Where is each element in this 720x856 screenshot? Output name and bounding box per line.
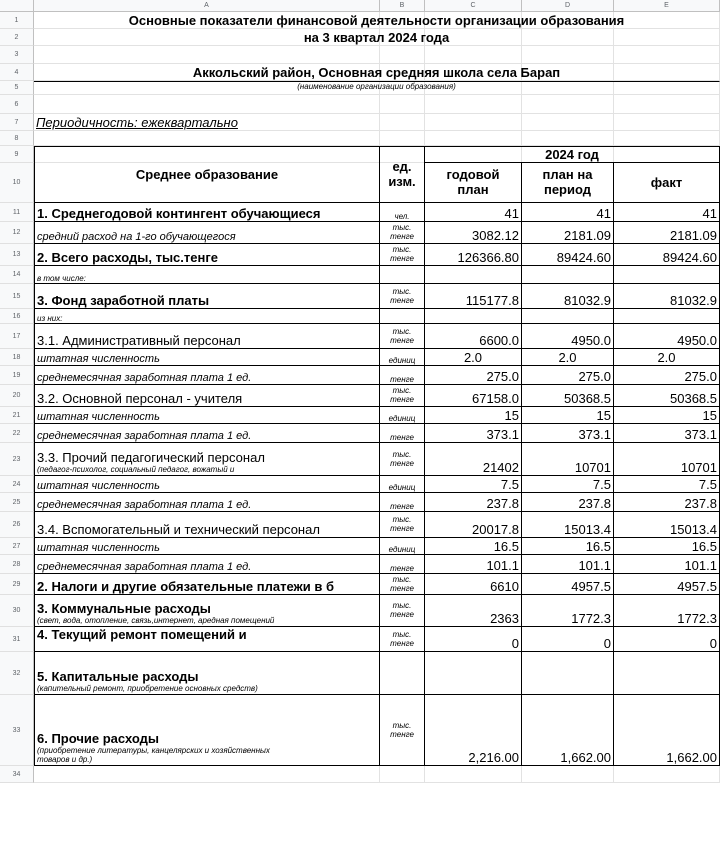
fact-value-30[interactable]: 1772.3: [614, 595, 720, 627]
unit-20-line1: тыс.: [392, 386, 412, 395]
unit-cell-32[interactable]: [380, 652, 425, 695]
row-header-29[interactable]: 29: [0, 574, 34, 595]
annual-plan-line1: годовой: [446, 167, 500, 182]
column-header-b[interactable]: B: [380, 0, 425, 12]
unit-cell-16[interactable]: [380, 309, 425, 324]
annual-value-25[interactable]: 237.8: [425, 493, 522, 512]
row-label-33-subtitle-1: (приобретение литературы, канцелярских и хозяйственных: [37, 746, 270, 755]
unit-12-line2: тенге: [390, 232, 414, 241]
cell[interactable]: [522, 114, 614, 131]
period-value-32[interactable]: [522, 652, 614, 695]
organization-caption[interactable]: (наименование организации образования): [34, 81, 720, 95]
annual-value-19[interactable]: 275.0: [425, 366, 522, 385]
unit-header-line2: изм.: [388, 174, 416, 189]
fact-header[interactable]: факт: [614, 163, 720, 203]
unit-cell-21[interactable]: единиц: [380, 407, 425, 424]
fact-value-15[interactable]: 81032.9: [614, 284, 720, 309]
fact-value-11[interactable]: 41: [614, 203, 720, 222]
period-value-17[interactable]: 4950.0: [522, 324, 614, 349]
fact-value-22[interactable]: 373.1: [614, 424, 720, 443]
row-header-28[interactable]: 28: [0, 555, 34, 574]
fact-value-20[interactable]: 50368.5: [614, 385, 720, 407]
cell[interactable]: [614, 114, 720, 131]
row-label-17[interactable]: 3.1. Административный персонал: [34, 324, 380, 349]
cell[interactable]: [380, 114, 425, 131]
unit-cell-22[interactable]: тенге: [380, 424, 425, 443]
row-label-12[interactable]: средний расход на 1-го обучающегося: [34, 222, 380, 244]
annual-value-28[interactable]: 101.1: [425, 555, 522, 574]
fact-value-25[interactable]: 237.8: [614, 493, 720, 512]
cell[interactable]: [380, 95, 425, 114]
row-header-11[interactable]: 11: [0, 203, 34, 222]
row-header-18[interactable]: 18: [0, 349, 34, 366]
cell[interactable]: [380, 766, 425, 783]
cell[interactable]: [522, 131, 614, 146]
organization-name[interactable]: Аккольский район, Основная средняя школа села Барап: [34, 64, 720, 81]
column-header-d[interactable]: D: [522, 0, 614, 12]
period-value-15[interactable]: 81032.9: [522, 284, 614, 309]
cell[interactable]: [425, 114, 522, 131]
unit-26-line2: тенге: [390, 524, 414, 533]
cell[interactable]: [34, 46, 380, 64]
row-label-16[interactable]: из них:: [34, 309, 380, 324]
row-label-23[interactable]: [34, 443, 380, 476]
unit-15-line1: тыс.: [392, 286, 412, 296]
unit-header[interactable]: [380, 146, 425, 203]
column-header-e[interactable]: E: [614, 0, 720, 12]
unit-30-line2: тенге: [390, 610, 414, 619]
row-header-14[interactable]: 14: [0, 266, 34, 284]
unit-cell-18[interactable]: единиц: [380, 349, 425, 366]
annual-value-16[interactable]: [425, 309, 522, 324]
fact-value-12[interactable]: 2181.09: [614, 222, 720, 244]
cell[interactable]: [522, 46, 614, 64]
annual-value-20[interactable]: 67158.0: [425, 385, 522, 407]
fact-value-18[interactable]: 2.0: [614, 349, 720, 366]
unit-cell-26[interactable]: [380, 512, 425, 538]
row-header-22[interactable]: 22: [0, 424, 34, 443]
period-value-19[interactable]: 275.0: [522, 366, 614, 385]
cell[interactable]: [34, 95, 380, 114]
unit-cell-33[interactable]: [380, 695, 425, 766]
cell[interactable]: [522, 766, 614, 783]
row-header-3[interactable]: 3: [0, 46, 34, 64]
row-label-24[interactable]: штатная численность: [34, 476, 380, 493]
fact-value-31[interactable]: 0: [614, 627, 720, 652]
period-value-13[interactable]: 89424.60: [522, 244, 614, 266]
fact-value-32[interactable]: [614, 652, 720, 695]
unit-cell-30[interactable]: [380, 595, 425, 627]
annual-value-32[interactable]: [425, 652, 522, 695]
period-value-12[interactable]: 2181.09: [522, 222, 614, 244]
unit-33-line2: тенге: [390, 729, 414, 739]
annual-plan-header[interactable]: [425, 163, 522, 203]
report-period[interactable]: на 3 квартал 2024 года: [34, 29, 720, 46]
cell[interactable]: [614, 95, 720, 114]
row-header-4[interactable]: 4: [0, 64, 34, 81]
row-label-11[interactable]: 1. Среднегодовой контингент обучающиеся: [34, 203, 380, 222]
row-header-21[interactable]: 21: [0, 407, 34, 424]
fact-value-19[interactable]: 275.0: [614, 366, 720, 385]
fact-value-26[interactable]: 15013.4: [614, 512, 720, 538]
fact-value-13[interactable]: 89424.60: [614, 244, 720, 266]
fact-value-33[interactable]: 1,662.00: [614, 695, 720, 766]
unit-cell-25[interactable]: тенге: [380, 493, 425, 512]
period-value-14[interactable]: [522, 266, 614, 284]
unit-13-line2: тенге: [390, 254, 414, 263]
row-header-34[interactable]: 34: [0, 766, 34, 783]
unit-cell-15[interactable]: [380, 284, 425, 309]
unit-cell-31[interactable]: [380, 627, 425, 652]
unit-cell-17[interactable]: [380, 324, 425, 349]
section-header[interactable]: Среднее образование: [34, 146, 380, 203]
period-value-11[interactable]: 41: [522, 203, 614, 222]
row-label-21[interactable]: штатная численность: [34, 407, 380, 424]
row-label-33-subtitle-2: товаров и др.): [37, 755, 93, 764]
row-label-23-subtitle: (педагог-психолог, социальный педагог, вожатый и: [37, 465, 235, 474]
row-header-17[interactable]: 17: [0, 324, 34, 349]
row-header-31[interactable]: 31: [0, 627, 34, 652]
row-label-28[interactable]: среднемесячная заработная плата 1 ед.: [34, 555, 380, 574]
cell[interactable]: [425, 131, 522, 146]
period-value-28[interactable]: 101.1: [522, 555, 614, 574]
fact-value-23[interactable]: 10701: [614, 443, 720, 476]
period-value-16[interactable]: [522, 309, 614, 324]
row-header-30[interactable]: 30: [0, 595, 34, 627]
cell[interactable]: [34, 131, 380, 146]
annual-value-12[interactable]: 3082.12: [425, 222, 522, 244]
unit-26-line1: тыс.: [392, 515, 412, 524]
unit-29-line2: тенге: [390, 583, 414, 593]
row-header-10[interactable]: 10: [0, 163, 34, 203]
row-label-32-subtitle: (капительный ремонт, приобретение основных средств): [37, 684, 258, 693]
row-header-15[interactable]: 15: [0, 284, 34, 309]
row-label-31[interactable]: 4. Текущий ремонт помещений и: [34, 627, 380, 652]
period-value-24[interactable]: 7.5: [522, 476, 614, 493]
row-label-33-title: 6. Прочие расходы: [37, 731, 159, 746]
row-label-14[interactable]: в том числе:: [34, 266, 380, 284]
row-header-24[interactable]: 24: [0, 476, 34, 493]
unit-cell-27[interactable]: единиц: [380, 538, 425, 555]
annual-value-17[interactable]: 6600.0: [425, 324, 522, 349]
row-header-9[interactable]: 9: [0, 146, 34, 163]
row-label-30[interactable]: [34, 595, 380, 627]
column-header-a[interactable]: A: [34, 0, 380, 12]
row-header-32[interactable]: 32: [0, 652, 34, 695]
unit-12-line1: тыс.: [392, 223, 412, 232]
period-value-23[interactable]: 10701: [522, 443, 614, 476]
period-value-25[interactable]: 237.8: [522, 493, 614, 512]
unit-23-line2: тенге: [390, 458, 414, 468]
fact-value-16[interactable]: [614, 309, 720, 324]
row-header-1[interactable]: 1: [0, 12, 34, 29]
row-label-23-title: 3.3. Прочий педагогический персонал: [37, 450, 265, 465]
annual-value-30[interactable]: 2363: [425, 595, 522, 627]
row-header-33[interactable]: 33: [0, 695, 34, 766]
row-label-22[interactable]: среднемесячная заработная плата 1 ед.: [34, 424, 380, 443]
row-header-16[interactable]: 16: [0, 309, 34, 324]
cell[interactable]: [34, 766, 380, 783]
fact-value-21[interactable]: 15: [614, 407, 720, 424]
row-header-12[interactable]: 12: [0, 222, 34, 244]
row-label-25[interactable]: среднемесячная заработная плата 1 ед.: [34, 493, 380, 512]
unit-cell-28[interactable]: тенге: [380, 555, 425, 574]
row-header-7[interactable]: 7: [0, 114, 34, 131]
unit-33-line1: тыс.: [392, 720, 412, 730]
annual-plan-line2: план: [457, 182, 489, 197]
row-label-15[interactable]: 3. Фонд заработной платы: [34, 284, 380, 309]
row-label-20[interactable]: 3.2. Основной персонал - учителя: [34, 385, 380, 407]
row-header-27[interactable]: 27: [0, 538, 34, 555]
period-value-30[interactable]: 1772.3: [522, 595, 614, 627]
cell[interactable]: [614, 766, 720, 783]
fact-value-27[interactable]: 16.5: [614, 538, 720, 555]
year-header[interactable]: 2024 год: [425, 146, 720, 163]
unit-17-line1: тыс.: [392, 326, 412, 336]
unit-cell-14[interactable]: [380, 266, 425, 284]
row-header-5[interactable]: 5: [0, 81, 34, 95]
row-header-20[interactable]: 20: [0, 385, 34, 407]
cell[interactable]: [522, 95, 614, 114]
period-value-29[interactable]: 4957.5: [522, 574, 614, 595]
cell[interactable]: [614, 131, 720, 146]
row-label-19[interactable]: среднемесячная заработная плата 1 ед.: [34, 366, 380, 385]
fact-value-14[interactable]: [614, 266, 720, 284]
row-header-2[interactable]: 2: [0, 29, 34, 46]
period-value-31[interactable]: 0: [522, 627, 614, 652]
unit-31-line1: тыс.: [392, 629, 412, 639]
row-header-26[interactable]: 26: [0, 512, 34, 538]
row-label-18[interactable]: штатная численность: [34, 349, 380, 366]
annual-value-13[interactable]: 126366.80: [425, 244, 522, 266]
row-label-13[interactable]: 2. Всего расходы, тыс.тенге: [34, 244, 380, 266]
row-header-23[interactable]: 23: [0, 443, 34, 476]
annual-value-18[interactable]: 2.0: [425, 349, 522, 366]
fact-value-17[interactable]: 4950.0: [614, 324, 720, 349]
row-header-25[interactable]: 25: [0, 493, 34, 512]
period-value-18[interactable]: 2.0: [522, 349, 614, 366]
row-header-6[interactable]: 6: [0, 95, 34, 114]
annual-value-29[interactable]: 6610: [425, 574, 522, 595]
unit-20-line2: тенге: [390, 395, 414, 404]
unit-cell-23[interactable]: [380, 443, 425, 476]
cell[interactable]: [380, 46, 425, 64]
unit-cell-19[interactable]: тенге: [380, 366, 425, 385]
period-value-21[interactable]: 15: [522, 407, 614, 424]
row-header-13[interactable]: 13: [0, 244, 34, 266]
cell[interactable]: [614, 46, 720, 64]
fact-value-24[interactable]: 7.5: [614, 476, 720, 493]
period-value-26[interactable]: 15013.4: [522, 512, 614, 538]
annual-value-31[interactable]: 0: [425, 627, 522, 652]
annual-value-21[interactable]: 15: [425, 407, 522, 424]
period-value-27[interactable]: 16.5: [522, 538, 614, 555]
unit-cell-24[interactable]: единиц: [380, 476, 425, 493]
periodicity-label[interactable]: Периодичность: ежеквартально: [34, 114, 380, 131]
annual-value-22[interactable]: 373.1: [425, 424, 522, 443]
row-header-8[interactable]: 8: [0, 131, 34, 146]
period-plan-line1: план на: [542, 167, 593, 182]
unit-cell-20[interactable]: [380, 385, 425, 407]
unit-cell-13[interactable]: [380, 244, 425, 266]
period-value-20[interactable]: 50368.5: [522, 385, 614, 407]
row-header-19[interactable]: 19: [0, 366, 34, 385]
annual-value-24[interactable]: 7.5: [425, 476, 522, 493]
cell[interactable]: [425, 46, 522, 64]
fact-value-28[interactable]: 101.1: [614, 555, 720, 574]
unit-header-line1: ед.: [392, 159, 412, 174]
row-label-27[interactable]: штатная численность: [34, 538, 380, 555]
cell[interactable]: [380, 131, 425, 146]
row-label-30-title: 3. Коммунальные расходы: [37, 601, 211, 616]
row-label-32[interactable]: [34, 652, 380, 695]
period-value-33[interactable]: 1,662.00: [522, 695, 614, 766]
row-label-30-subtitle: (свет, вода, отопление, связь,интернет, аредная помещений: [37, 616, 275, 625]
unit-cell-29[interactable]: [380, 574, 425, 595]
row-label-26[interactable]: 3.4. Вспомогательный и технический персонал: [34, 512, 380, 538]
unit-13-line1: тыс.: [392, 245, 412, 254]
select-all-corner[interactable]: [0, 0, 34, 12]
annual-value-23[interactable]: 21402: [425, 443, 522, 476]
annual-value-14[interactable]: [425, 266, 522, 284]
unit-29-line1: тыс.: [392, 574, 412, 584]
annual-value-27[interactable]: 16.5: [425, 538, 522, 555]
annual-value-33[interactable]: 2,216.00: [425, 695, 522, 766]
row-label-29[interactable]: 2. Налоги и другие обязательные платежи в б: [34, 574, 380, 595]
row-label-33[interactable]: [34, 695, 380, 766]
annual-value-15[interactable]: 115177.8: [425, 284, 522, 309]
unit-cell-11[interactable]: чел.: [380, 203, 425, 222]
row-label-32-title: 5. Капитальные расходы: [37, 669, 199, 684]
fact-value-29[interactable]: 4957.5: [614, 574, 720, 595]
unit-cell-12[interactable]: [380, 222, 425, 244]
period-plan-line2: период: [543, 182, 592, 197]
unit-23-line1: тыс.: [392, 449, 412, 459]
cell[interactable]: [425, 766, 522, 783]
annual-value-26[interactable]: 20017.8: [425, 512, 522, 538]
report-title[interactable]: Основные показатели финансовой деятельности организации образования: [34, 12, 720, 29]
unit-17-line2: тенге: [390, 335, 414, 345]
unit-15-line2: тенге: [390, 295, 414, 305]
column-header-c[interactable]: C: [425, 0, 522, 12]
unit-30-line1: тыс.: [392, 601, 412, 610]
unit-31-line2: тенге: [390, 638, 414, 648]
cell[interactable]: [425, 95, 522, 114]
annual-value-11[interactable]: 41: [425, 203, 522, 222]
period-plan-header[interactable]: [522, 163, 614, 203]
period-value-22[interactable]: 373.1: [522, 424, 614, 443]
